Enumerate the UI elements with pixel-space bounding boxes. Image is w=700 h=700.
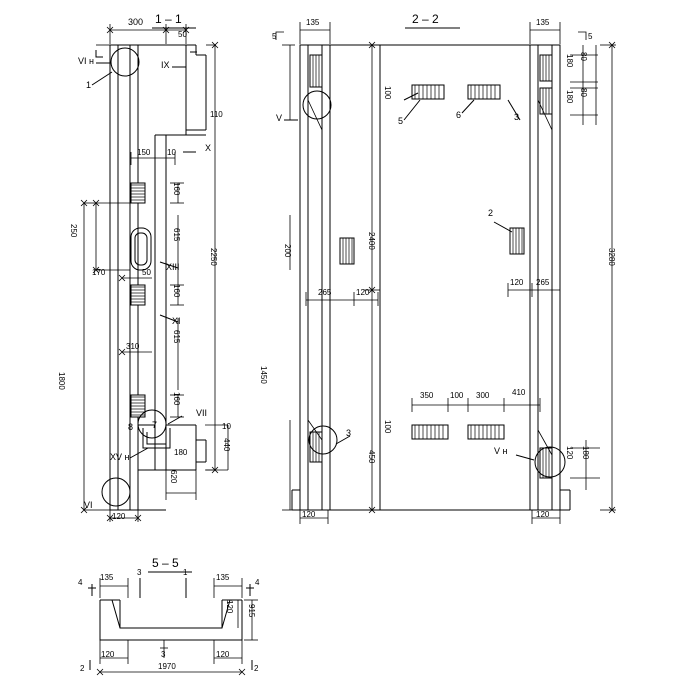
dim-2-2-5b: 5 bbox=[588, 32, 593, 41]
dim-2-2-120r: 120 bbox=[565, 446, 574, 460]
part-1: 1 bbox=[86, 80, 92, 90]
dim-1-1-615a: 615 bbox=[172, 228, 181, 242]
dim-2-2-80a: 80 bbox=[579, 52, 588, 61]
dim-5-5-135a: 135 bbox=[100, 573, 114, 582]
dim-2-2-265b: 265 bbox=[536, 278, 550, 287]
mark-xv-n: XV н bbox=[110, 452, 130, 462]
dim-2-2-3280: 3280 bbox=[607, 248, 616, 266]
dim-5-5-120r: 120 bbox=[225, 600, 234, 614]
mark-v: V bbox=[276, 113, 283, 123]
view-5-5-title: 5 – 5 bbox=[152, 556, 179, 570]
dim-2-2-300: 300 bbox=[476, 391, 490, 400]
view-2-2-title: 2 – 2 bbox=[412, 12, 439, 26]
dim-2-2-100b: 100 bbox=[383, 420, 392, 434]
part-3b: 3 bbox=[346, 428, 352, 438]
dim-1-1-615b: 615 bbox=[172, 330, 181, 344]
mark-2-right: 2 bbox=[254, 664, 259, 673]
part-7: 7 bbox=[152, 420, 158, 430]
mark-x: X bbox=[205, 143, 212, 153]
dim-2-2-120br: 120 bbox=[536, 510, 550, 519]
dim-5-5-1970: 1970 bbox=[158, 662, 176, 671]
dim-1-1-10a: 10 bbox=[167, 148, 176, 157]
dim-1-1-170: 170 bbox=[92, 268, 106, 277]
mark-2-left: 2 bbox=[80, 664, 85, 673]
dim-5-5-120br: 120 bbox=[216, 650, 230, 659]
dim-5-5-915: 915 bbox=[247, 604, 256, 618]
dim-1-1-110: 110 bbox=[210, 110, 223, 119]
dim-2-2-350: 350 bbox=[420, 391, 434, 400]
dim-5-5-135b: 135 bbox=[216, 573, 230, 582]
mark-3-bottom: 3 bbox=[161, 650, 166, 659]
mark-1-top: 1 bbox=[183, 568, 188, 577]
dim-1-1-160a: 160 bbox=[172, 182, 181, 196]
dim-2-2-1450: 1450 bbox=[259, 366, 268, 384]
dim-2-2-120a: 120 bbox=[356, 288, 370, 297]
dim-5-5-120bl: 120 bbox=[101, 650, 115, 659]
mark-4-left: 4 bbox=[78, 578, 83, 587]
dim-1-1-160b: 160 bbox=[172, 284, 181, 298]
dim-1-1-310: 310 bbox=[126, 342, 140, 351]
dim-1-1-180: 180 bbox=[174, 448, 188, 457]
dim-2-2-180r: 180 bbox=[581, 446, 590, 460]
dim-2-2-200: 200 bbox=[283, 244, 292, 258]
dim-2-2-100a: 100 bbox=[383, 86, 392, 100]
dim-2-2-5a: 5 bbox=[272, 32, 277, 41]
mark-vi: VI bbox=[84, 500, 93, 510]
part-5a: 5 bbox=[398, 116, 404, 126]
part-8: 8 bbox=[128, 422, 134, 432]
dim-2-2-120b: 120 bbox=[510, 278, 524, 287]
part-2: 2 bbox=[488, 208, 494, 218]
view-1-1-title: 1 – 1 bbox=[155, 12, 182, 26]
dim-1-1-150: 150 bbox=[137, 148, 151, 157]
dim-1-1-300: 300 bbox=[128, 17, 144, 27]
dim-1-1-160c: 160 bbox=[172, 392, 181, 406]
dim-2-2-265a: 265 bbox=[318, 288, 332, 297]
dim-1-1-120: 120 bbox=[112, 512, 126, 521]
dim-1-1-10b: 10 bbox=[222, 422, 231, 431]
dim-2-2-135b: 135 bbox=[536, 18, 550, 27]
dim-2-2-100c: 100 bbox=[450, 391, 464, 400]
mark-xiii: XIII bbox=[166, 262, 180, 272]
dim-2-2-2400: 2400 bbox=[367, 232, 376, 250]
mark-vi-n: VI н bbox=[78, 56, 94, 66]
dim-2-2-80b: 80 bbox=[579, 88, 588, 97]
part-3a: 3 bbox=[514, 112, 520, 122]
dim-1-1-620: 620 bbox=[169, 470, 178, 484]
mark-vii: VII bbox=[196, 408, 208, 418]
dim-2-2-135a: 135 bbox=[306, 18, 320, 27]
dim-1-1-440: 440 bbox=[222, 438, 231, 452]
dim-1-1-250: 250 bbox=[69, 224, 78, 238]
dim-1-1-50: 50 bbox=[178, 30, 187, 39]
dim-2-2-180b: 180 bbox=[565, 90, 574, 104]
dim-1-1-50b: 50 bbox=[142, 268, 151, 277]
dim-2-2-450: 450 bbox=[367, 450, 376, 464]
dim-1-1-2250: 2250 bbox=[209, 248, 218, 266]
mark-v-n: V н bbox=[494, 446, 508, 456]
dim-2-2-120bl: 120 bbox=[302, 510, 316, 519]
dim-2-2-180a: 180 bbox=[565, 54, 574, 68]
dim-2-2-410: 410 bbox=[512, 388, 526, 397]
mark-3-top: 3 bbox=[137, 568, 142, 577]
part-6: 6 bbox=[456, 110, 462, 120]
mark-4-right: 4 bbox=[255, 578, 260, 587]
mark-ix: IX bbox=[161, 60, 170, 70]
mark-xi: XI bbox=[172, 316, 181, 326]
dim-1-1-1800: 1800 bbox=[57, 372, 66, 390]
